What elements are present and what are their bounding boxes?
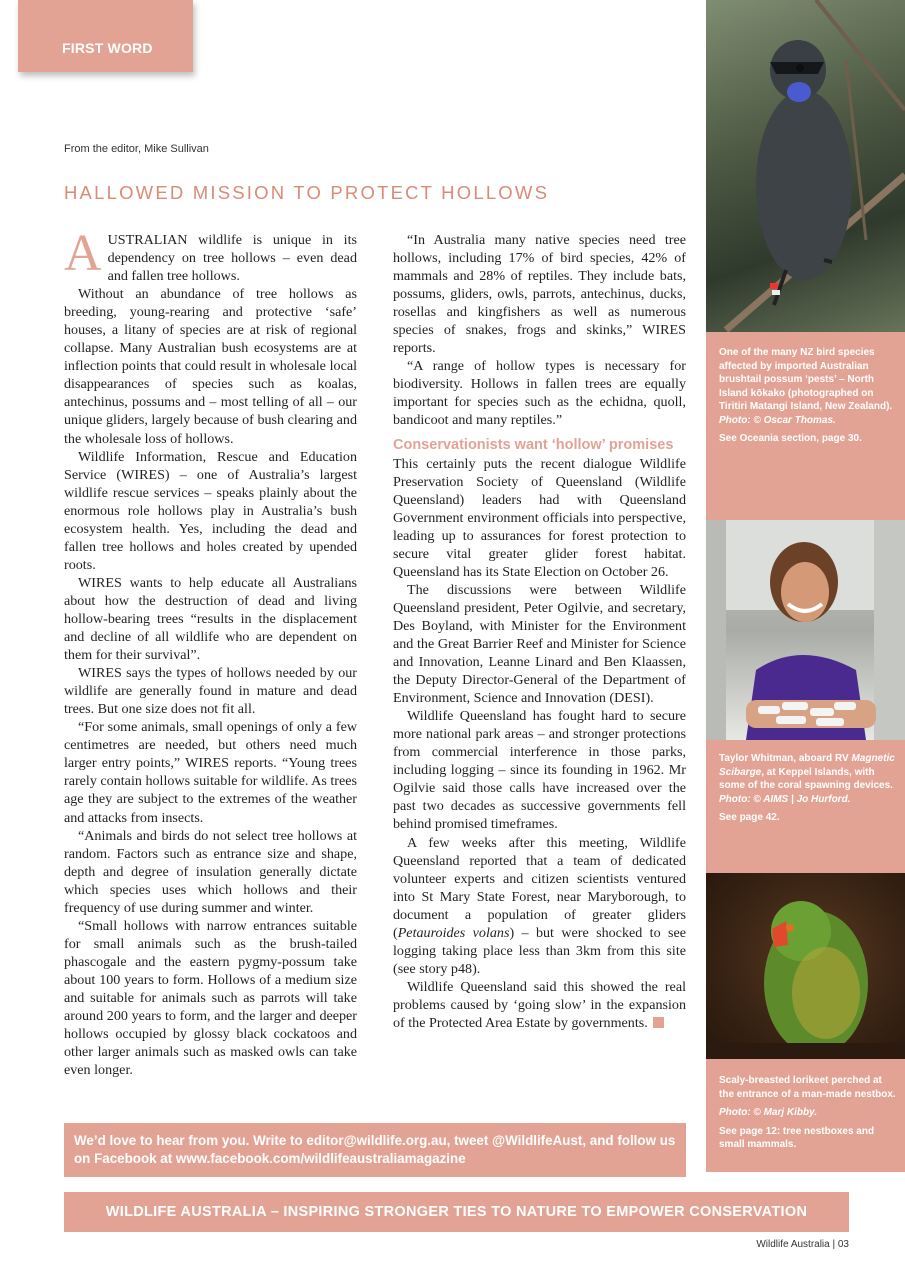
article-paragraph: “Animals and birds do not select tree hollows at random. Factors such as entrance size and shape, depth and degree of insulation generally dictate which species uses which hollows and their frequency of use during summer and winter. [64,827,357,916]
article-paragraph: “Small hollows with narrow entrances suitable for small animals such as the brush-tailed phascogale and the eastern pygmy-possum take about 100 years to form. Hollows of a medium size and suitable for animals such as parrots will take around 200 years to form, and the larger and deeper hollows occupied by glossy black cockatoos and other larger animals such as masked owls can take even longer. [64,917,357,1079]
taylor-whitman-photo [706,520,905,740]
section-tab-label: FIRST WORD [62,40,153,56]
contact-callout: We’d love to hear from you. Write to editor@wildlife.org.au, tweet @WildlifeAust, and follow us on Facebook at www.facebook.com/wildlifeaustraliamagazine [64,1123,686,1177]
article-paragraph: AUSTRALIAN wildlife is unique in its dependency on tree hollows – even dead and fallen tree hollows. [64,225,357,285]
article-paragraph: Wildlife Queensland has fought hard to secure more national park areas – and stronger protections from commercial interference in those parks, including logging – since its founding in 1962. Mr Ogilvie said those calls have increased over the past two decades as successive governments fell behind promised timeframes. [393,708,686,833]
article-paragraph: Without an abundance of tree hollows as breeding, young-rearing and protective ‘safe’ houses, a litany of species are at risk of regional collapse. Many Australian bush ecosystems are at inflection points that could result in wholesale local disappearances of species such as koalas, antechinus, possums and – most telling of all – our unique gliders, largely because of bush clearing and the wholesale loss of hollows. [64,286,357,447]
photo-credit: Photo: © Oscar Thomas. [719,414,836,426]
photo-credit: Photo: © AIMS | Jo Hurford. [719,793,851,805]
article-column-1 [64,225,357,1079]
article-paragraph: The discussions were between Wildlife Queensland president, Peter Ogilvie, and secretary, Des Boyland, with Minister for the Environment and the Great Barrier Reef and Minister for Science and Innovation, Leanne Linard and Ben Klaassen, the Deputy Director-General of the Department of Environment, Science and Innovation (DESI). [393,581,686,707]
kokako-caption: One of the many NZ bird species affected by imported Australian brushtail possum ‘pests’ – North Island kōkako (photographed on Tiritiri Matangi Island, New Zealand). Photo: © Oscar Thomas. See Oceania section, page 30. [719,346,897,451]
article-paragraph: Wildlife Information, Rescue and Education Service (WIRES) – one of Australia’s largest wildlife rescue services – speaks plainly about the enormous role hollows play in Australia’s bush ecosystem health. Yes, including the dead and fallen tree hollows and holes created by upended roots. [64,448,357,573]
caption-reference: See page 42. [719,812,780,823]
caption-reference: See page 12: tree nestboxes and small mammals. [719,1125,875,1150]
tagline-banner: WILDLIFE AUSTRALIA – INSPIRING STRONGER TIES TO NATURE TO EMPOWER CONSERVATION [64,1192,849,1232]
subheading: Conservationists want ‘hollow’ promises [393,436,674,453]
headline: HALLOWED MISSION TO PROTECT HOLLOWS [64,182,550,203]
article-paragraph: A few weeks after this meeting, Wildlife Queensland reported that a team of dedicated volunteer experts and citizen scientists ventured into St Mary State Forest, near Maryborough, to document a population of greater gliders (Petauroides volans) – but were shocked to see logging taking place less than 3km from this site (see story p48). [393,834,686,977]
species-name: Petauroides volans [397,924,510,941]
article-paragraph: Wildlife Queensland said this showed the real problems caused by ‘going slow’ in the expansion of the Protected Area Estate by governments. [393,978,686,1031]
photo-credit: Photo: © Marj Kibby. [719,1107,818,1118]
article-paragraph: “In Australia many native species need tree hollows, including 17% of bird species, 42% of mammals and 28% of reptiles. They include bats, possums, gliders, owls, parrots, antechinus, ducks, rosellas and kingfishers as well as numerous species of snakes, frogs and skinks,” WIRES reports. [393,232,686,357]
lorikeet-caption: Scaly-breasted lorikeet perched at the entrance of a man-made nestbox. Photo: © Marj Kibby. See page 12: tree nestboxes and small mammals. [719,1075,896,1150]
end-mark [653,1017,664,1028]
taylor-caption: Taylor Whitman, aboard RV Magnetic Scibarge, at Keppel Islands, with some of the coral spawning devices. Photo: © AIMS | Jo Hurford. See page 42. [719,752,897,830]
byline: From the editor, Mike Sullivan [64,143,209,155]
page-folio: Wildlife Australia | 03 [756,1239,849,1250]
kokako-photo [706,0,905,332]
article-column-2 [393,231,686,1032]
caption-reference: See Oceania section, page 30. [719,433,862,444]
article-paragraph: “A range of hollow types is necessary for biodiversity. Hollows in fallen trees are equally important for species such as the echidna, quoll, bandicoot and many reptiles.” [393,358,686,429]
vessel-name: Magnetic Scibarge [719,753,895,778]
section-tab [18,0,193,72]
article-paragraph: WIRES says the types of hollows needed by our wildlife are generally found in mature and dead trees. But one size does not fit all. [64,665,357,718]
drop-cap: A [64,225,102,282]
article-paragraph: “For some animals, small openings of only a few centimetres are needed, but others need much larger entry points,” WIRES reports. “Young trees rarely contain hollows suitable for wildlife. As trees age they are subject to the extremes of the weather and attacks from insects. [64,719,357,826]
article-paragraph: WIRES wants to help educate all Australians about how the destruction of dead and living hollow-bearing trees “results in the displacement and decline of all wildlife who are dependent on them for their survival”. [64,574,357,664]
article-paragraph: This certainly puts the recent dialogue Wildlife Preservation Society of Queensland (Wildlife Queensland) leaders had with Queensland Government environment officials into perspective, leading up to assurances for forest protection to secure vital greater glider forest habitat. Queensland has its State Election on October 26. [393,455,686,580]
lorikeet-photo [706,873,905,1059]
